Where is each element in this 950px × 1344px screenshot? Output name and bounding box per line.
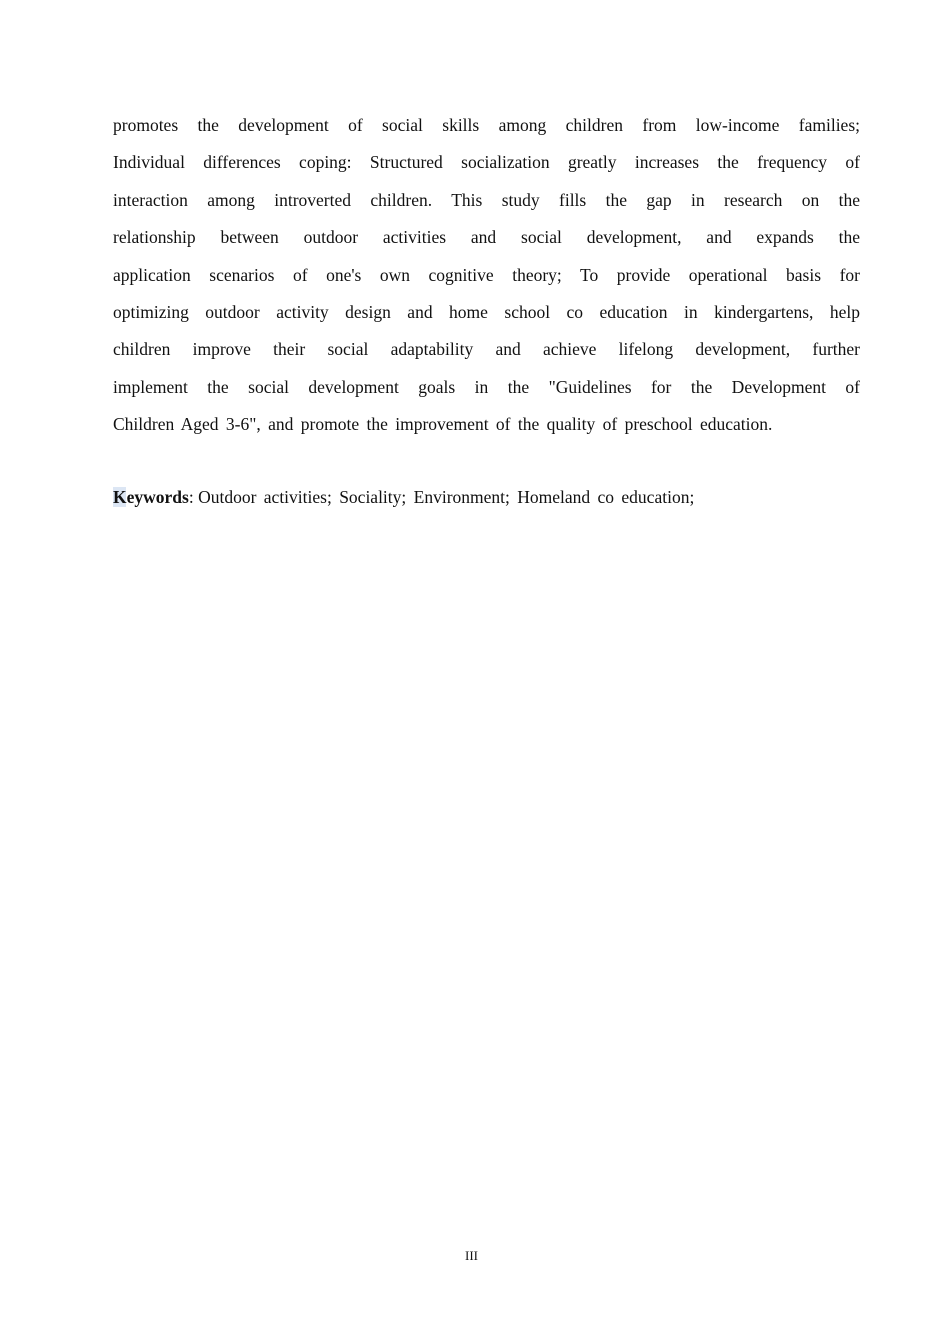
keywords-separator: : (188, 487, 194, 507)
abstract-line: interaction among introverted children. This study fills the gap in research on the (113, 189, 860, 210)
keywords-label: Keywords (113, 487, 189, 507)
abstract-line: relationship between outdoor activities and social development, and expands the (113, 227, 860, 248)
abstract-line: implement the social development goals in the "Guidelines for the Development of (113, 376, 860, 397)
keywords-values: Outdoor activities; Sociality; Environment; Homeland co education; (198, 487, 695, 507)
abstract-line: application scenarios of one's own cognitive theory; To provide operational basis for (113, 264, 860, 285)
abstract-line: Individual differences coping: Structured socialization greatly increases the frequency of (113, 152, 860, 173)
abstract-paragraph (113, 107, 860, 444)
abstract-line: promotes the development of social skills among children from low-income families; (113, 115, 860, 135)
abstract-line: optimizing outdoor activity design and home school co education in kindergartens, help (113, 301, 860, 322)
page-number: III (465, 1248, 478, 1263)
keywords-line (113, 479, 694, 516)
abstract-line: children improve their social adaptability and achieve lifelong development, further (113, 339, 860, 360)
abstract-line: Children Aged 3-6", and promote the improvement of the quality of preschool education. (113, 414, 773, 435)
